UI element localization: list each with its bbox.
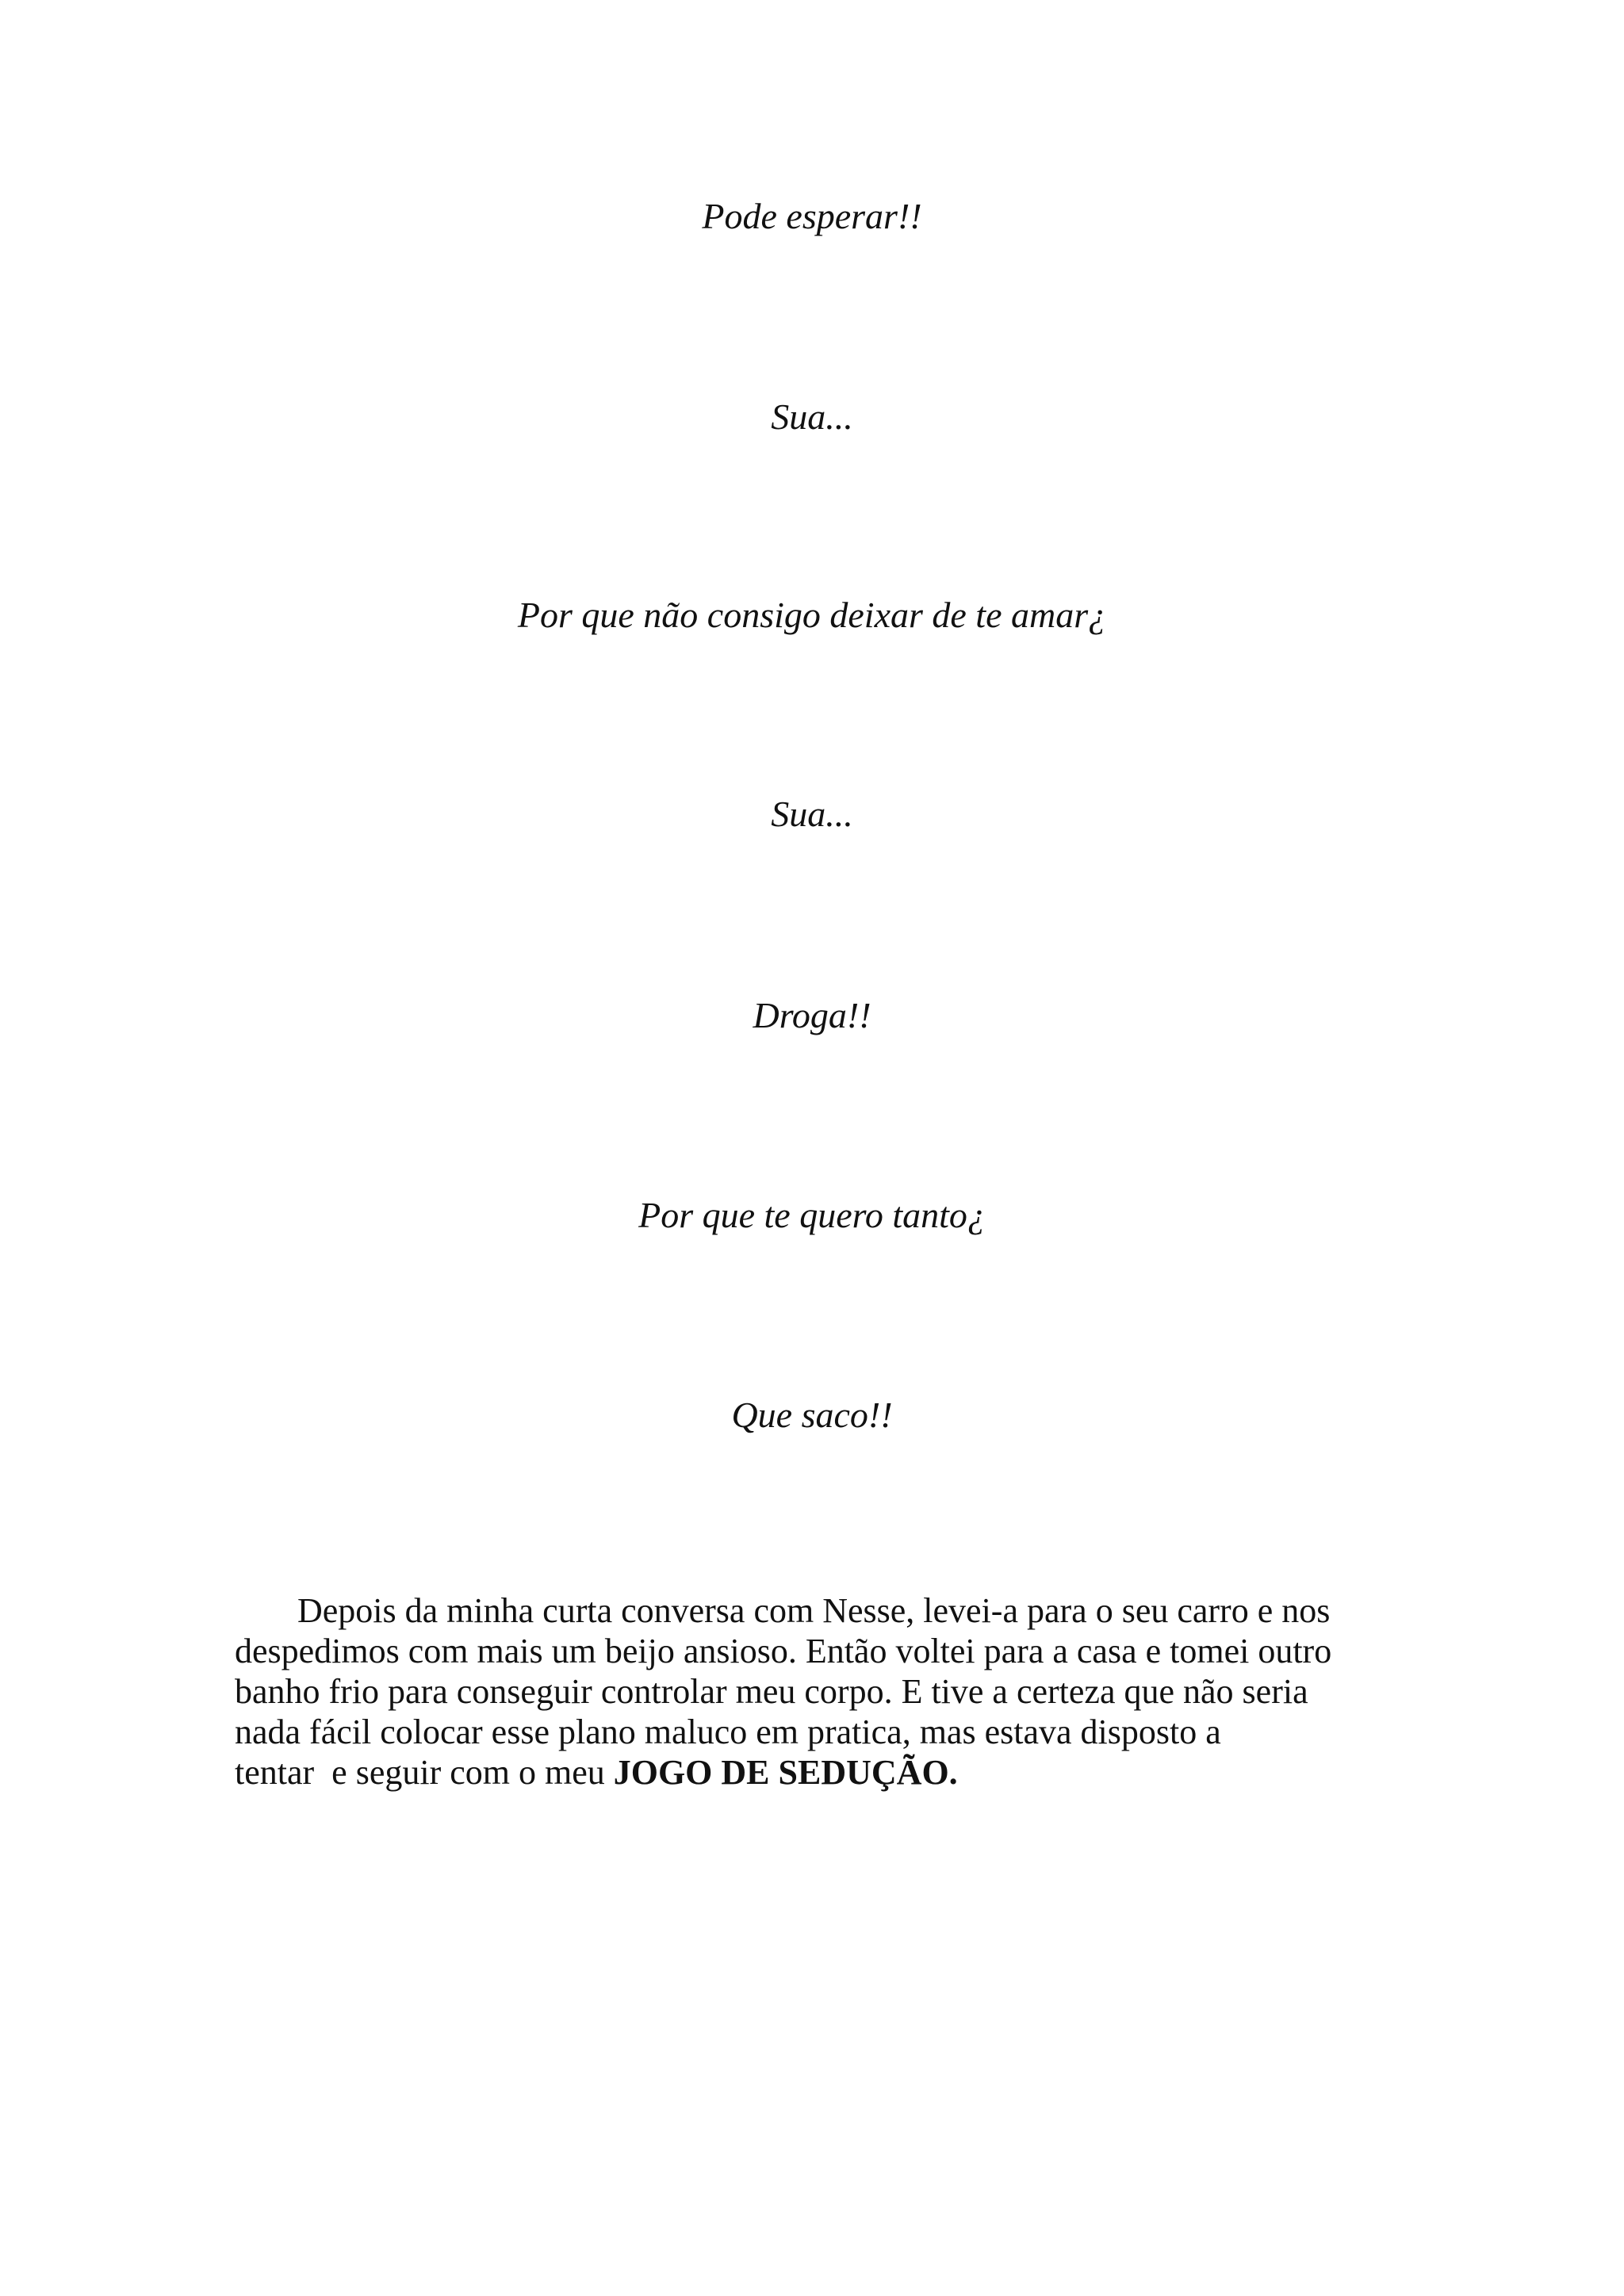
verse-line-2: Sua... [771, 396, 853, 437]
paragraph-line-1-text: Depois da minha curta conversa com Nesse, levei-a para o seu carro e nos [297, 1591, 1331, 1630]
verse-line-1: Pode esperar!! [702, 196, 922, 236]
paragraph-line-3: banho frio para conseguir controlar meu corpo. E tive a certeza que não seria [235, 1672, 1308, 1711]
paragraph-line-2: despedimos com mais um beijo ansioso. Então voltei para a casa e tomei outro [235, 1632, 1332, 1670]
verse-line-3: Por que não consigo deixar de te amar¿ [517, 595, 1107, 635]
verse-line-4: Sua... [771, 794, 853, 834]
verse-line-5: Droga!! [753, 995, 871, 1035]
body-paragraph [235, 1590, 1408, 1793]
paragraph-line-1 [235, 1590, 1408, 1631]
paragraph-line-5-text: tentar e seguir com o meu [235, 1753, 614, 1792]
verse-line-7: Que saco!! [731, 1395, 893, 1435]
paragraph-line-4: nada fácil colocar esse plano maluco em pratica, mas estava disposto a [235, 1712, 1221, 1751]
paragraph-line-5 [235, 1752, 1408, 1793]
book-title-emphasis: JOGO DE SEDUÇÃO. [613, 1753, 958, 1792]
verse-line-6: Por que te quero tanto¿ [638, 1195, 986, 1235]
